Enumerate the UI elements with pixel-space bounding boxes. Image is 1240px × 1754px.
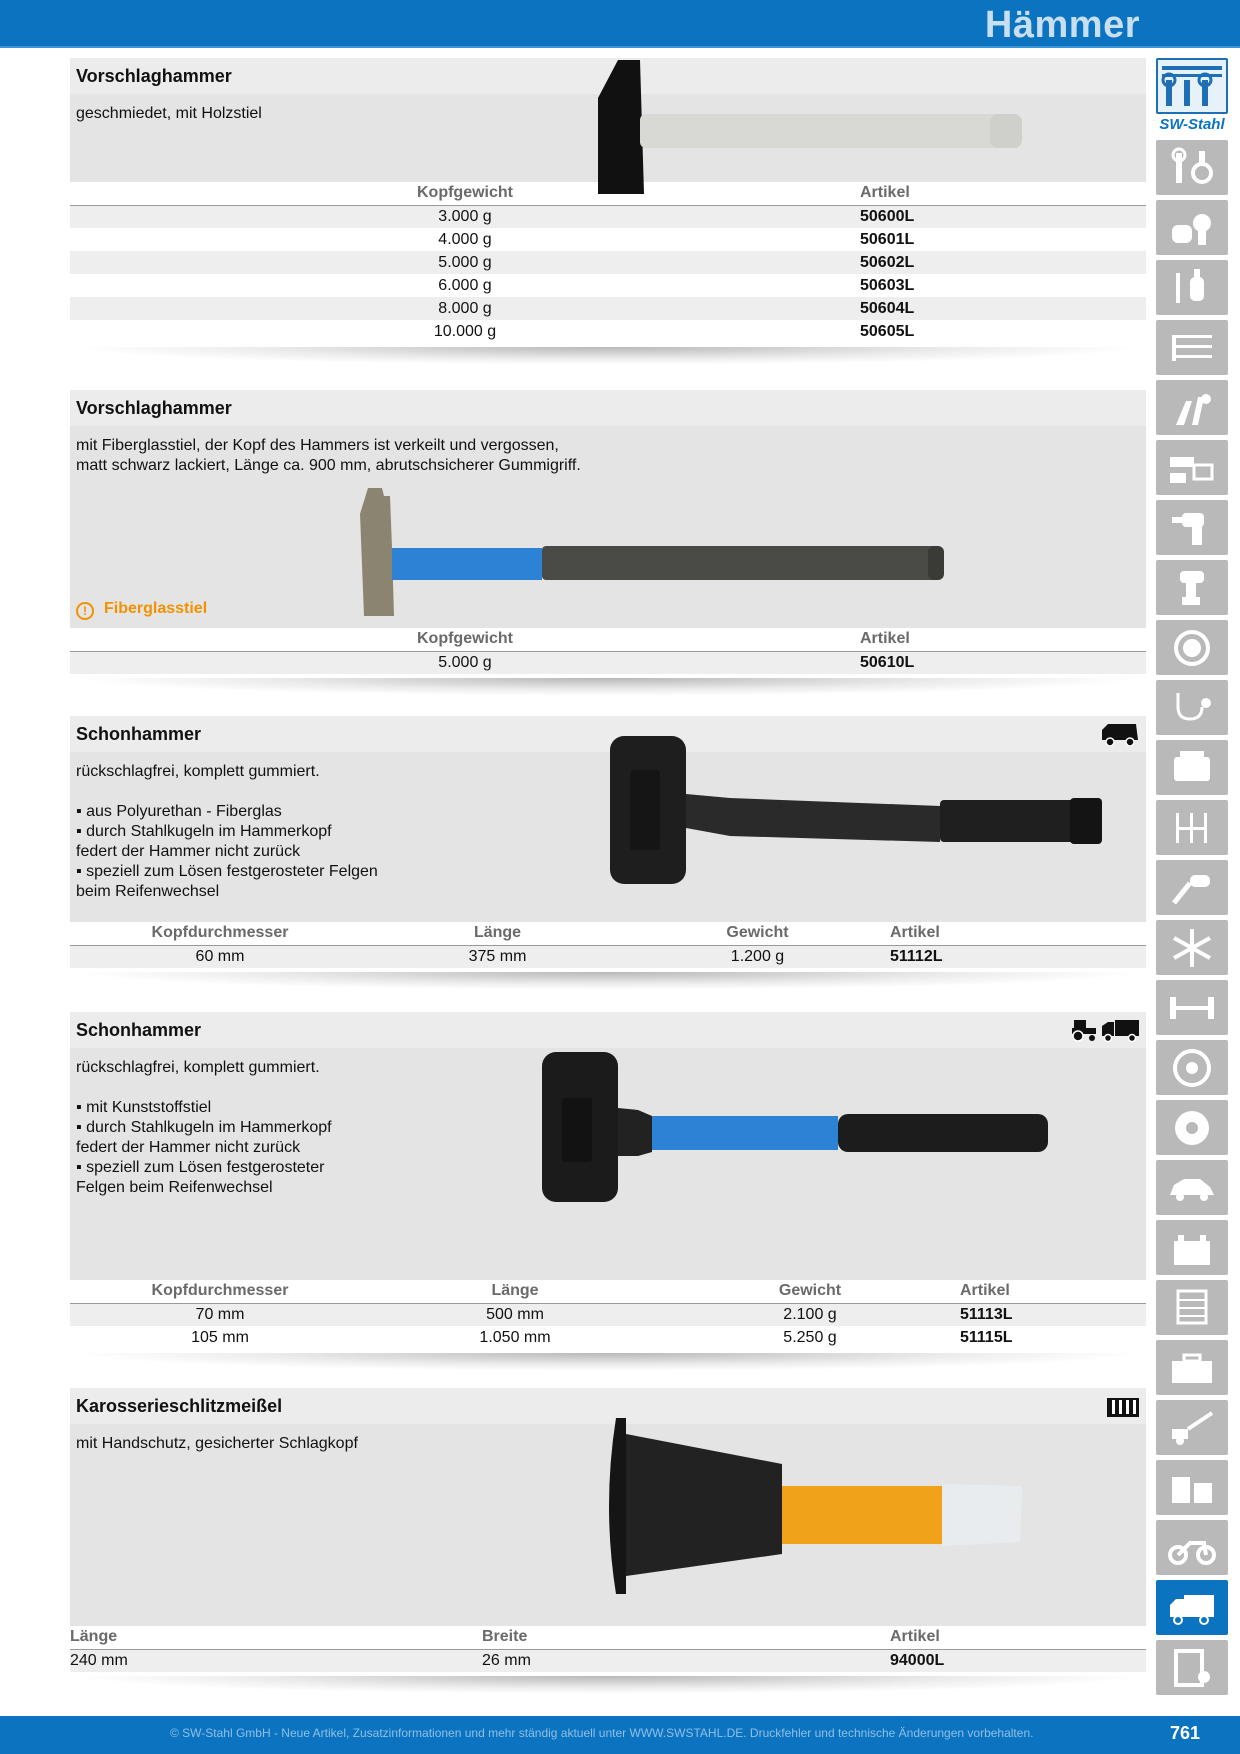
- table-cell: 26 mm: [482, 1649, 890, 1672]
- sidebar-item-tow-truck[interactable]: [1156, 1400, 1228, 1455]
- sidebar-item-door[interactable]: [1156, 1640, 1228, 1695]
- table-row: [70, 1303, 1146, 1326]
- product-section-schonhammer-kunststoff: [70, 1012, 1146, 1371]
- column-header: Artikel: [890, 1626, 1146, 1649]
- tool-set-icon: [1106, 1394, 1140, 1418]
- column-header: Artikel: [960, 1280, 1146, 1303]
- section-description: rückschlagfrei, komplett gummiert. ▪ aus Polyurethan - Fiberglas ▪ durch Stahlkugeln im Hammerkopf federt der Hammer nicht zurück ▪ speziell zum Lösen festgerosteter Felgen beim Reifenwechsel: [76, 763, 378, 900]
- sidebar-item-wheel[interactable]: [1156, 1040, 1228, 1095]
- column-header: Gewicht: [660, 1280, 960, 1303]
- article-number: 94000L: [890, 1649, 1146, 1672]
- wheel-icon: [1166, 1047, 1218, 1089]
- section-body: [70, 94, 1146, 182]
- sidebar-item-battery[interactable]: [1156, 1220, 1228, 1275]
- table-cell: 4.000 g: [438, 230, 492, 248]
- section-description: rückschlagfrei, komplett gummiert. ▪ mit Kunststoffstiel ▪ durch Stahlkugeln im Hammerkopf federt der Hammer nicht zurück ▪ speziell zum Lösen festgerosteter Felgen beim Reifenwechsel: [76, 1059, 332, 1196]
- car-icon: [1166, 1167, 1218, 1209]
- sidebar-item-motorcycle[interactable]: [1156, 1520, 1228, 1575]
- section-title: Schonhammer: [70, 1012, 1146, 1048]
- section-title: Vorschlaghammer: [70, 390, 1146, 426]
- tractor-icon: [1070, 1018, 1098, 1042]
- table-cell: 1.050 mm: [479, 1328, 551, 1346]
- column-header: Kopfgewicht: [70, 182, 860, 205]
- section-shadow: [70, 972, 1146, 990]
- column-header: Breite: [482, 1626, 890, 1649]
- table-row: [70, 251, 1146, 274]
- section-description: geschmiedet, mit Holzstiel: [76, 105, 262, 122]
- section-description: mit Fiberglasstiel, der Kopf des Hammers ist verkeilt und vergossen, matt schwarz lackiert, Länge ca. 900 mm, abrutschsicherer Gummigriff.: [76, 437, 581, 474]
- table-row: [70, 274, 1146, 297]
- engine-icon: [1166, 747, 1218, 789]
- category-sidebar: [1156, 140, 1228, 1700]
- product-table: [70, 1626, 1146, 1672]
- section-shadow: [70, 1353, 1146, 1371]
- section-body: [70, 426, 1146, 628]
- workshop-trolley-icon: [1166, 1287, 1218, 1329]
- section-shadow: [70, 347, 1146, 365]
- column-header: Kopfgewicht: [70, 628, 860, 651]
- sidebar-item-workshop-trolley[interactable]: [1156, 1280, 1228, 1335]
- column-header: Länge: [370, 922, 625, 945]
- sidebar-item-wrench[interactable]: [1156, 140, 1228, 195]
- product-table: [70, 922, 1146, 968]
- section-body: [70, 752, 1146, 922]
- table-cell: 60 mm: [70, 945, 370, 968]
- table-row: [70, 651, 1146, 674]
- table-cell: 70 mm: [70, 1303, 370, 1326]
- section-body: [70, 1048, 1146, 1280]
- footer-bar: [0, 1716, 1240, 1754]
- product-section-schonhammer-pu: [70, 716, 1146, 990]
- workshop-icon: [1166, 1467, 1218, 1509]
- article-number: 51112L: [890, 945, 1146, 968]
- section-shadow: [70, 678, 1146, 696]
- sidebar-item-grease-gun[interactable]: [1156, 260, 1228, 315]
- table-row: [70, 320, 1146, 343]
- column-header: Artikel: [860, 182, 1146, 205]
- product-table: [70, 182, 1146, 343]
- table-row: [70, 205, 1146, 228]
- table-cell: 105 mm: [191, 1328, 249, 1346]
- toolbox-icon: [1166, 1347, 1218, 1389]
- article-number: 51113L: [960, 1303, 1146, 1326]
- pliers-icon: [1166, 207, 1218, 249]
- table-cell: 5.000 g: [70, 651, 860, 674]
- article-number: 51115L: [960, 1328, 1013, 1346]
- article-number: 50603L: [860, 276, 915, 294]
- brand-logo[interactable]: [1156, 58, 1228, 134]
- product-section-vorschlaghammer-holz: [70, 58, 1146, 365]
- table-row: [70, 1649, 1146, 1672]
- footer-note: © SW-Stahl GmbH - Neue Artikel, Zusatzinformationen und mehr ständig aktuell unter WWW.SWSTAHL.DE. Druckfehler und technische Änderungen vorbehalten.: [170, 1726, 1034, 1740]
- table-cell: 3.000 g: [70, 205, 860, 228]
- gearbox-icon: [1166, 807, 1218, 849]
- saw-icon: [1166, 447, 1218, 489]
- table-cell: 6.000 g: [438, 276, 492, 294]
- axle-icon: [1166, 987, 1218, 1029]
- article-number: 50605L: [860, 322, 915, 340]
- article-number: 50601L: [860, 230, 915, 248]
- dead-blow-hammer-image: [610, 736, 1130, 904]
- section-description: mit Handschutz, gesicherter Schlagkopf: [76, 1435, 358, 1452]
- table-cell: 500 mm: [370, 1303, 660, 1326]
- sidebar-item-engine[interactable]: [1156, 740, 1228, 795]
- section-title: Vorschlaghammer: [70, 58, 1146, 94]
- snowflake-icon: [1166, 927, 1218, 969]
- table-cell: 5.000 g: [70, 251, 860, 274]
- table-cell: 375 mm: [370, 945, 625, 968]
- sidebar-item-car[interactable]: [1156, 1160, 1228, 1215]
- sidebar-item-workshop[interactable]: [1156, 1460, 1228, 1515]
- wrench-icon: [1166, 147, 1218, 189]
- tool-rack-icon: [1166, 327, 1218, 369]
- cordless-drill-icon: [1166, 567, 1218, 609]
- warning-text: Fiberglasstiel: [104, 600, 208, 617]
- page-title: Hämmer: [984, 4, 1140, 46]
- table-cell: 10.000 g: [433, 322, 497, 340]
- sidebar-item-pliers[interactable]: [1156, 200, 1228, 255]
- column-header: Länge: [70, 1626, 482, 1649]
- brand-name: SW-Stahl: [1159, 116, 1225, 133]
- section-title: Schonhammer: [70, 716, 1146, 752]
- table-cell: 2.100 g: [660, 1303, 960, 1326]
- column-header: Kopfdurchmesser: [70, 1280, 370, 1303]
- table-row: [70, 297, 1146, 320]
- sidebar-item-truck[interactable]: [1156, 1580, 1228, 1635]
- sidebar-item-exhaust[interactable]: [1156, 860, 1228, 915]
- grease-gun-icon: [1166, 267, 1218, 309]
- section-shadow: [70, 1676, 1146, 1694]
- table-row: [70, 228, 1146, 251]
- product-table: [70, 628, 1146, 674]
- sidebar-item-tool-rack[interactable]: [1156, 320, 1228, 375]
- article-number: 50604L: [860, 297, 1146, 320]
- sidebar-item-pliers-set[interactable]: [1156, 380, 1228, 435]
- product-section-vorschlaghammer-fiberglas: [70, 390, 1146, 696]
- door-icon: [1166, 1647, 1218, 1689]
- torque-icon: [1166, 627, 1218, 669]
- table-cell: 240 mm: [70, 1649, 482, 1672]
- table-cell: 5.250 g: [783, 1328, 837, 1346]
- truck-icon: [1166, 1587, 1218, 1629]
- header-bar: [0, 0, 1240, 48]
- table-row: [70, 945, 1146, 968]
- column-header: Kopfdurchmesser: [70, 922, 370, 945]
- impact-wrench-icon: [1166, 507, 1218, 549]
- article-number: 50610L: [860, 651, 1146, 674]
- sidebar-item-snowflake[interactable]: [1156, 920, 1228, 975]
- info-circle-icon: !: [76, 602, 94, 620]
- sidebar-item-toolbox[interactable]: [1156, 1340, 1228, 1395]
- exhaust-icon: [1166, 867, 1218, 909]
- tools-logo-icon: [1156, 58, 1228, 114]
- table-cell: 1.200 g: [625, 945, 890, 968]
- dead-blow-hammer-blue-handle-image: [542, 1052, 1132, 1202]
- tow-truck-icon: [1166, 1407, 1218, 1449]
- section-body: [70, 1424, 1146, 1626]
- pliers-set-icon: [1166, 387, 1218, 429]
- sidebar-item-impact-wrench[interactable]: [1156, 500, 1228, 555]
- sidebar-item-stethoscope[interactable]: [1156, 680, 1228, 735]
- column-header: Artikel: [860, 628, 1146, 651]
- battery-icon: [1166, 1227, 1218, 1269]
- page-number: 761: [1169, 1723, 1200, 1743]
- column-header: Länge: [370, 1280, 660, 1303]
- sidebar-item-cordless-drill[interactable]: [1156, 560, 1228, 615]
- sidebar-item-axle[interactable]: [1156, 980, 1228, 1035]
- sidebar-item-torque[interactable]: [1156, 620, 1228, 675]
- table-row: [70, 1326, 1146, 1349]
- column-header: Gewicht: [625, 922, 890, 945]
- stethoscope-icon: [1166, 687, 1218, 729]
- section-title: Karosserieschlitzmeißel: [70, 1388, 1146, 1424]
- article-number: 50600L: [860, 205, 1146, 228]
- sidebar-item-saw[interactable]: [1156, 440, 1228, 495]
- sidebar-item-gearbox[interactable]: [1156, 800, 1228, 855]
- truck-icon: [1100, 1018, 1140, 1042]
- sidebar-item-brake-disc[interactable]: [1156, 1100, 1228, 1155]
- product-section-karosseriemeissel: [70, 1388, 1146, 1694]
- article-number: 50602L: [860, 251, 1146, 274]
- sledgehammer-wooden-handle-image: [590, 58, 1070, 194]
- motorcycle-icon: [1166, 1527, 1218, 1569]
- column-header: Artikel: [890, 922, 1146, 945]
- chisel-hand-guard-image: [602, 1418, 1132, 1594]
- product-table: [70, 1280, 1146, 1349]
- sledgehammer-fiberglass-handle-image: [360, 488, 944, 616]
- table-cell: 8.000 g: [70, 297, 860, 320]
- warning-note: [76, 600, 207, 620]
- brake-disc-icon: [1166, 1107, 1218, 1149]
